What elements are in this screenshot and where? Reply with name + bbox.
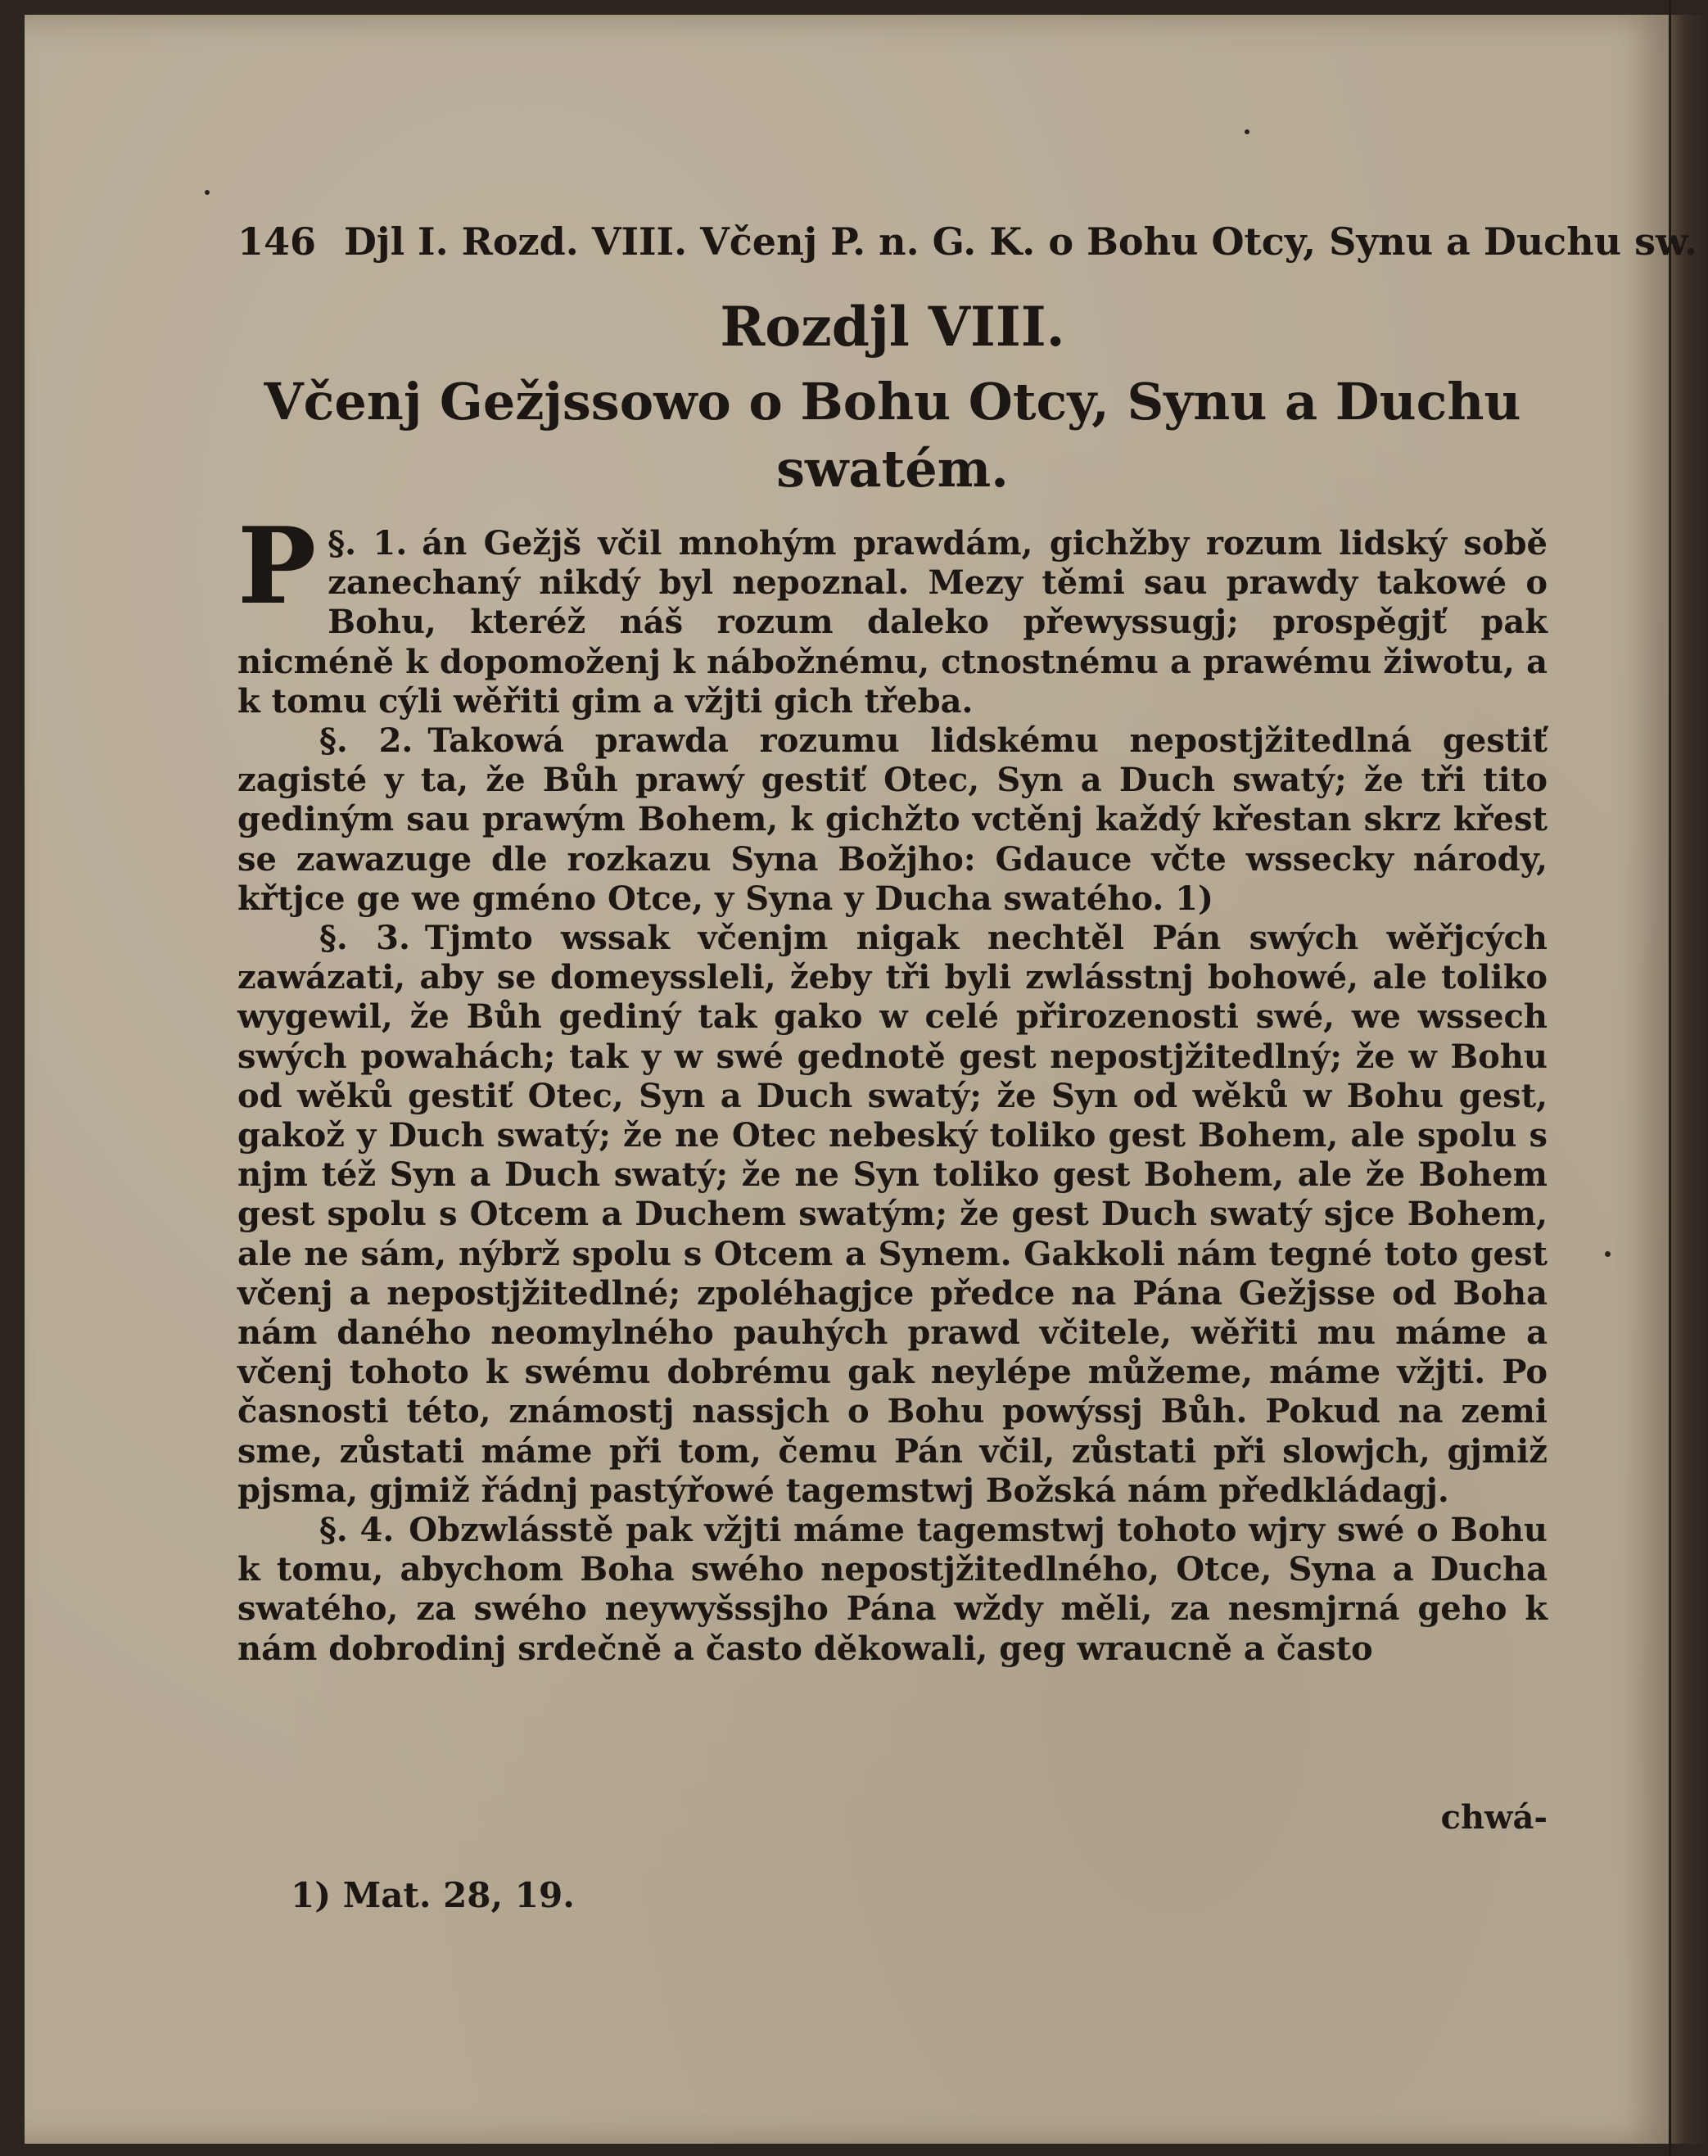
section-number: §. 4. bbox=[319, 1511, 395, 1550]
page-edge bbox=[1670, 15, 1708, 2144]
paragraph-section-4 bbox=[237, 1511, 1548, 1669]
body-text bbox=[237, 505, 1548, 1669]
chapter-title: Rozdjl VIII. bbox=[720, 295, 1065, 359]
catchword: chwá- bbox=[1440, 1798, 1548, 1837]
page-number: 146 bbox=[237, 219, 317, 264]
footnote: 1) Mat. 28, 19. bbox=[291, 1875, 575, 1915]
running-header bbox=[237, 219, 1697, 277]
section-text: Obzwlásstě pak vžjti máme tagemstwj tohoto wjry swé o Bohu k tomu, abychom Boha swého nepostjžitedlného, Otce, Syna a Ducha swatého, za swého neywyšssjho Pána wždy měli, za nesmjrná geho k nám dobrodinj srdečně a často děkowali, geg wraucně a často bbox=[237, 1511, 1548, 1668]
ink-speck bbox=[1605, 1251, 1611, 1257]
chapter-subtitle-line-2: swatém. bbox=[776, 439, 1009, 499]
gutter-line bbox=[1669, 0, 1671, 2156]
paragraph-section-1 bbox=[237, 505, 1548, 721]
drop-cap: P bbox=[237, 505, 317, 628]
section-text: Tjmto wssak včenjm nigak nechtěl Pán swých wěřjcých zawázati, aby se domeyssleli, žeby tři byli zwlásstnj bohowé, ale toliko wygewil, že Bůh gediný tak gako w celé přirozenosti swé, we wssech swých powahách; tak y w swé gednotě gest nepostjžitedlný; že w Bohu od wěků gestiť Otec, Syn a Duch swatý; že Syn od wěků w Bohu gest, gakož y Duch swatý; že ne Otec nebeský toliko gest Bohem, ale spolu s njm též Syn a Duch swatý; že ne Syn toliko gest Bohem, ale že Bohem gest spolu s Otcem a Duchem swatým; že gest Duch swatý sjce Bohem, ale ne sám, nýbrž spolu s Otcem a Synem. Gakkoli nám tegné toto gest včenj a nepostjžitedlné; zpoléhagjce předce na Pána Gežjsse od Boha nám daného neomylného pauhých prawd včitele, wěřiti mu máme a včenj tohoto k swému dobrému gak neylépe můžeme, máme vžjti. Po časnosti této, známostj nassjch o Bohu powýssj Bůh. Pokud na zemi sme, zůstati máme při tom, čemu Pán včil, zůstati při slowjch, gjmiž pjsma, gjmiž řádnj pastýřowé tagemstwj Božská nám předkládagj. bbox=[237, 919, 1548, 1510]
chapter-subtitle-line-1: Včenj Gežjssowo o Bohu Otcy, Synu a Duchu bbox=[264, 372, 1521, 432]
running-title: Djl I. Rozd. VIII. Včenj P. n. G. K. o Bohu Otcy, Synu a Duchu sw. bbox=[344, 219, 1697, 264]
section-text: án Gežjš včil mnohým prawdám, gichžby rozum lidský sobě zanechaný nikdý byl nepoznal. Mezy těmi sau prawdy takowé o Bohu, kteréž náš rozum daleko přewyssugj; prospěgjť pak nicméně k dopomoženj k nábožnému, ctnostnému a prawému žiwotu, a k tomu cýli wěřiti gim a vžjti gich třeba. bbox=[237, 524, 1548, 721]
section-number: §. 3. bbox=[319, 919, 410, 958]
paragraph-section-3 bbox=[237, 919, 1548, 1511]
section-text: Takowá prawda rozumu lidskému nepostjžitedlná gestiť zagisté y ta, že Bůh prawý gestiť Otec, Syn a Duch swatý; že tři tito gediným sau prawým Bohem, k gichžto vctěnj každý křestan skrz křest se zawazuge dle rozkazu Syna Božjho: Gdauce včte wssecky národy, křtjce ge we gméno Otce, y Syna y Ducha swatého. 1) bbox=[237, 721, 1548, 918]
ink-speck bbox=[205, 190, 210, 195]
paragraph-section-2 bbox=[237, 721, 1548, 919]
section-number: §. 1. bbox=[328, 524, 408, 563]
ink-speck bbox=[1245, 129, 1249, 134]
section-number: §. 2. bbox=[319, 721, 413, 761]
chapter-subtitle bbox=[237, 368, 1548, 503]
